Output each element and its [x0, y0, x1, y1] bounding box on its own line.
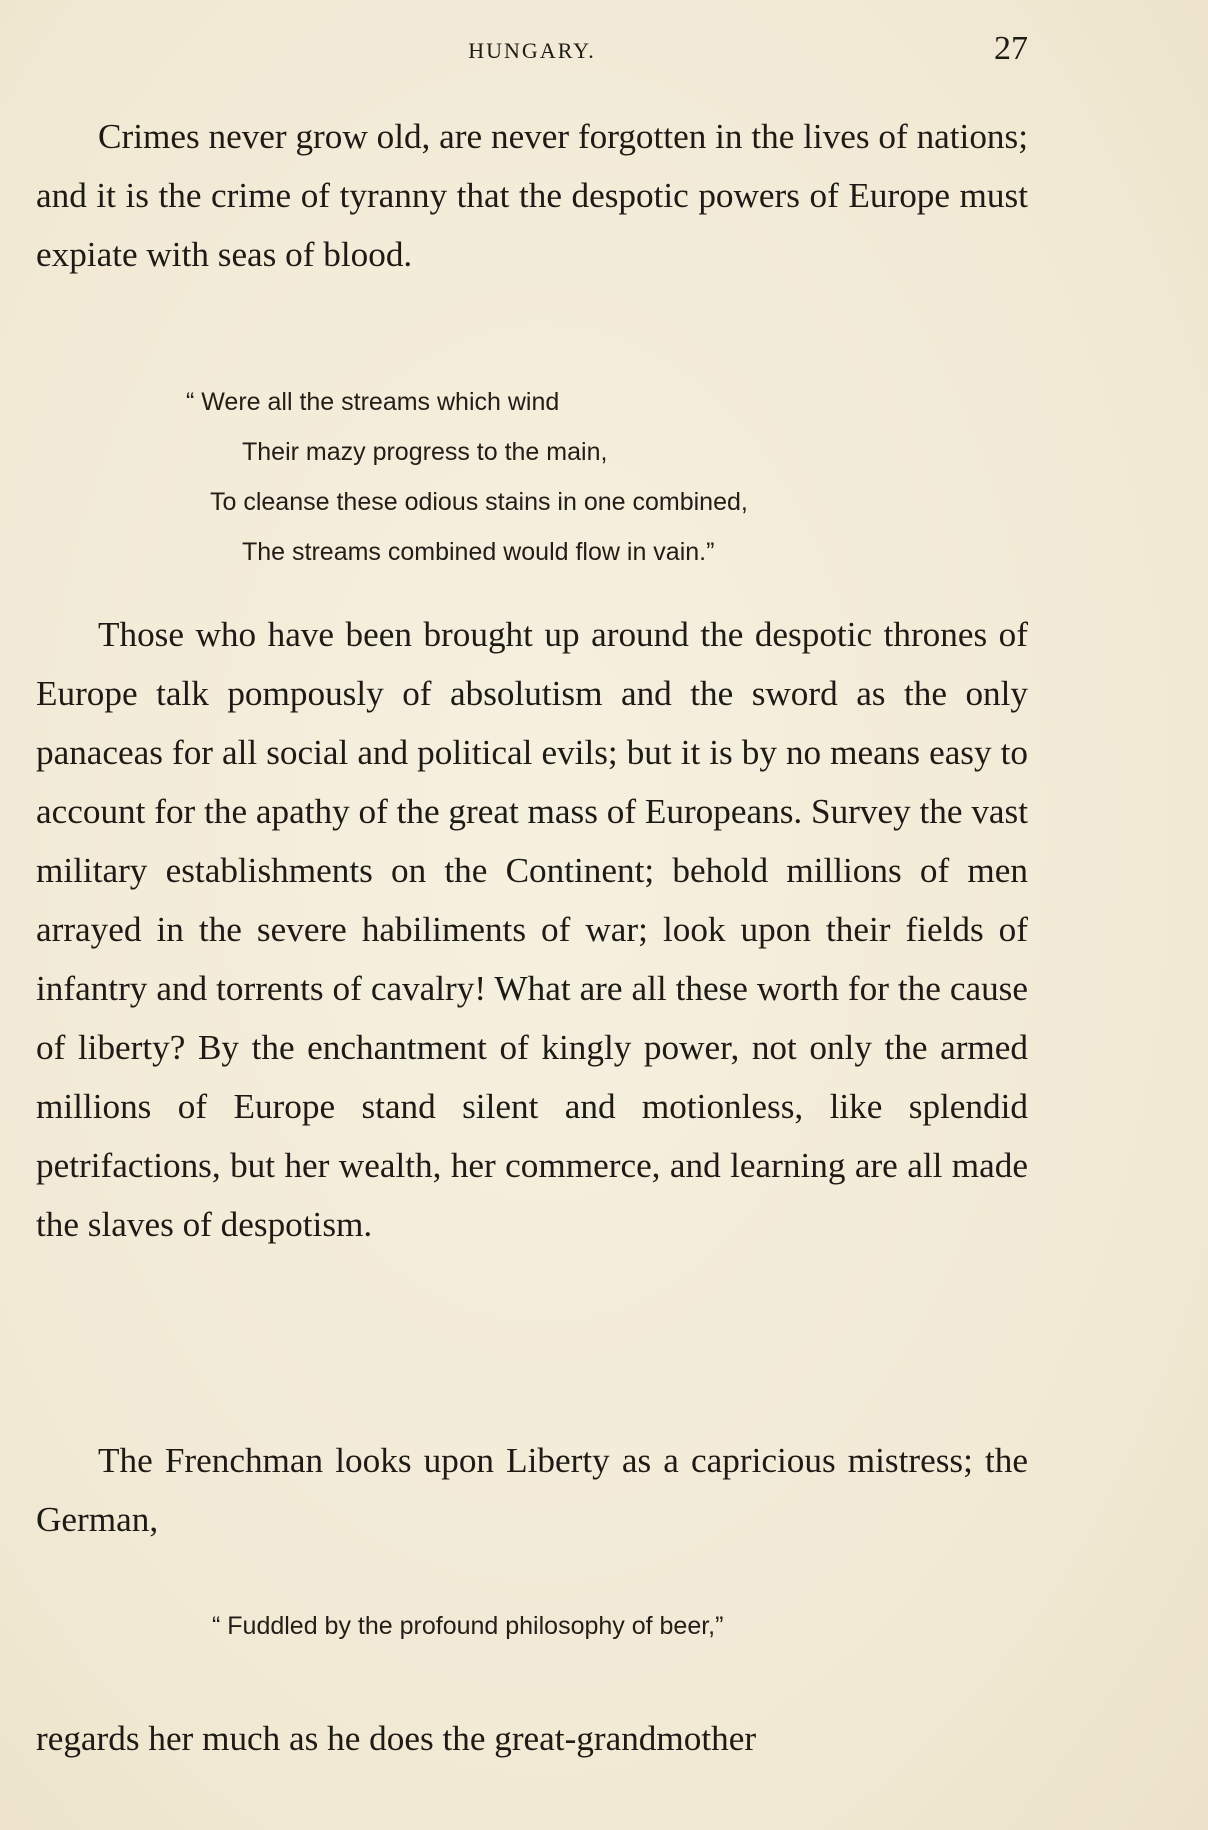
page-number: 27 [994, 30, 1028, 67]
running-title: HUNGARY. [468, 38, 596, 63]
verse-line-4: The streams combined would flow in vain.” [242, 538, 715, 566]
verse-line-1: “ Were all the streams which wind [186, 388, 560, 416]
verse-line-2: Their mazy progress to the main, [242, 438, 608, 466]
paragraph-despotic-thrones: Those who have been brought up around the despotic thrones of Europe talk pompously of absolutism and the sword as the only panaceas for all social and political evils; but it is by no means easy to account for the apathy of the great mass of Europeans. Survey the vast military establishments on the Continent; behold millions of men arrayed in the severe habiliments of war; look upon their fields of infantry and torrents of cavalry! What are all these worth for the cause of liberty? By the enchantment of kingly power, not only the armed millions of Europe stand silent and motionless, like splendid petrifactions, but her wealth, her commerce, and learning are all made the slaves of despotism. [36, 615, 1028, 1244]
paragraph-frenchman: The Frenchman looks upon Liberty as a capricious mistress; the German, [36, 1441, 1028, 1539]
beer-quote: “ Fuddled by the profound philosophy of beer,” [212, 1612, 724, 1640]
paragraph-continuation: regards her much as he does the great-grandmother [36, 1719, 757, 1758]
verse-line-3: To cleanse these odious stains in one combined, [210, 488, 748, 516]
paragraph-crimes: Crimes never grow old, are never forgotten in the lives of nations; and it is the crime of tyranny that the despotic powers of Europe must expiate with seas of blood. [36, 117, 1028, 274]
running-head [36, 30, 1028, 70]
